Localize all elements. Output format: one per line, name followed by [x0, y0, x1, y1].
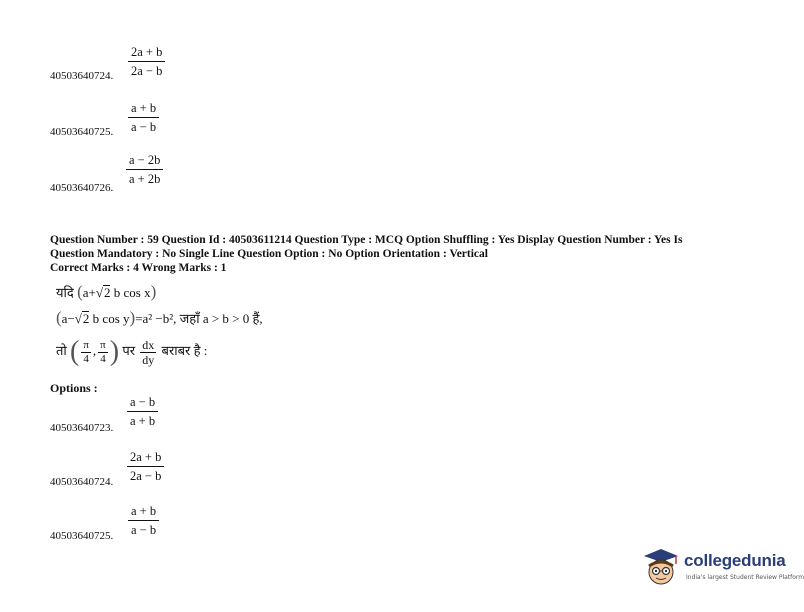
collegedunia-logo — [640, 546, 804, 590]
hindi-if: यदि — [56, 285, 74, 300]
question-meta-line: Question Mandatory : No Single Line Question Option : No Option Orientation : Vertical — [50, 248, 488, 260]
option-fraction — [127, 451, 164, 482]
logo-brand-text: collegedunia — [684, 551, 786, 570]
paren-close: ) — [150, 282, 157, 301]
question-meta-line: Question Number : 59 Question Id : 40503611214 Question Type : MCQ Option Shuffling : Yes Display Question Number : Yes Is — [50, 234, 683, 246]
hindi-equals: बराबर है : — [161, 342, 208, 358]
options-label: Options : — [50, 381, 98, 395]
paren-open: ( — [77, 282, 83, 301]
fraction-numerator: a + b — [128, 505, 159, 521]
question-line-2: (a−√2 b cos y)=a² −b², जहाँ a > b > 0 हैं, — [56, 308, 263, 327]
fraction-numerator: a − 2b — [126, 154, 163, 170]
math-text: b cos x — [113, 285, 151, 300]
paren-open: ( — [56, 308, 62, 327]
option-item — [50, 498, 190, 542]
pi-over-4: $\frac{\pi}{4}$ — [83, 338, 89, 365]
option-fraction — [128, 505, 159, 536]
sqrt-radicand: 2 — [82, 311, 90, 326]
option-item — [50, 94, 190, 138]
option-fraction — [127, 396, 158, 427]
logo-tagline: India's largest Student Review Platform — [686, 574, 804, 581]
option-id: 40503640726. — [50, 182, 114, 194]
option-item — [50, 38, 190, 82]
question-meta — [50, 233, 740, 275]
fraction-numerator: a + b — [128, 102, 159, 118]
fraction-numerator: 2a + b — [127, 451, 164, 467]
option-id: 40503640724. — [50, 476, 114, 488]
fraction-denominator: 2a − b — [130, 468, 162, 483]
fraction-denominator: a − b — [131, 119, 157, 134]
hindi-then: तो — [56, 342, 67, 358]
fraction-denominator: a + b — [130, 413, 156, 428]
fraction-denominator: a + 2b — [129, 171, 161, 186]
question-line-3: तो ( $\frac{\pi}{4}$ , $\frac{\pi}{4}$ ) पर $\frac{dx}{dy}$ बराबर है : — [56, 336, 208, 367]
fraction-numerator: a − b — [127, 396, 158, 412]
option-id: 40503640724. — [50, 70, 114, 82]
option-fraction — [126, 154, 163, 185]
math-text: a+ — [82, 285, 96, 300]
math-text: a− — [61, 311, 75, 326]
option-id: 40503640725. — [50, 530, 114, 542]
sqrt-radicand: 2 — [103, 285, 111, 300]
student-mascot-icon — [640, 546, 682, 590]
option-item — [50, 150, 190, 194]
paren-close: ) — [109, 336, 120, 367]
question-line-1: यदि (a+√2 b cos x) — [56, 282, 157, 301]
option-id: 40503640725. — [50, 126, 114, 138]
dx-over-dy: $\frac{dx}{dy}$ — [142, 337, 155, 367]
paren-close: ) — [129, 308, 136, 327]
option-fraction — [128, 46, 165, 77]
option-item — [50, 390, 190, 434]
marks-line: Correct Marks : 4 Wrong Marks : 1 — [50, 262, 227, 274]
math-text: b cos y — [92, 311, 130, 326]
fraction-denominator: 2a − b — [131, 63, 163, 78]
math-text: =a² −b², जहाँ a > b > 0 हैं, — [135, 311, 263, 326]
option-fraction — [128, 102, 159, 133]
hindi-at: पर — [122, 342, 136, 358]
option-id: 40503640723. — [50, 422, 114, 434]
option-item — [50, 444, 190, 488]
fraction-denominator: a − b — [131, 522, 157, 537]
pi-over-4: $\frac{\pi}{4}$ — [100, 338, 106, 365]
fraction-numerator: 2a + b — [128, 46, 165, 62]
paren-open: ( — [70, 336, 80, 367]
